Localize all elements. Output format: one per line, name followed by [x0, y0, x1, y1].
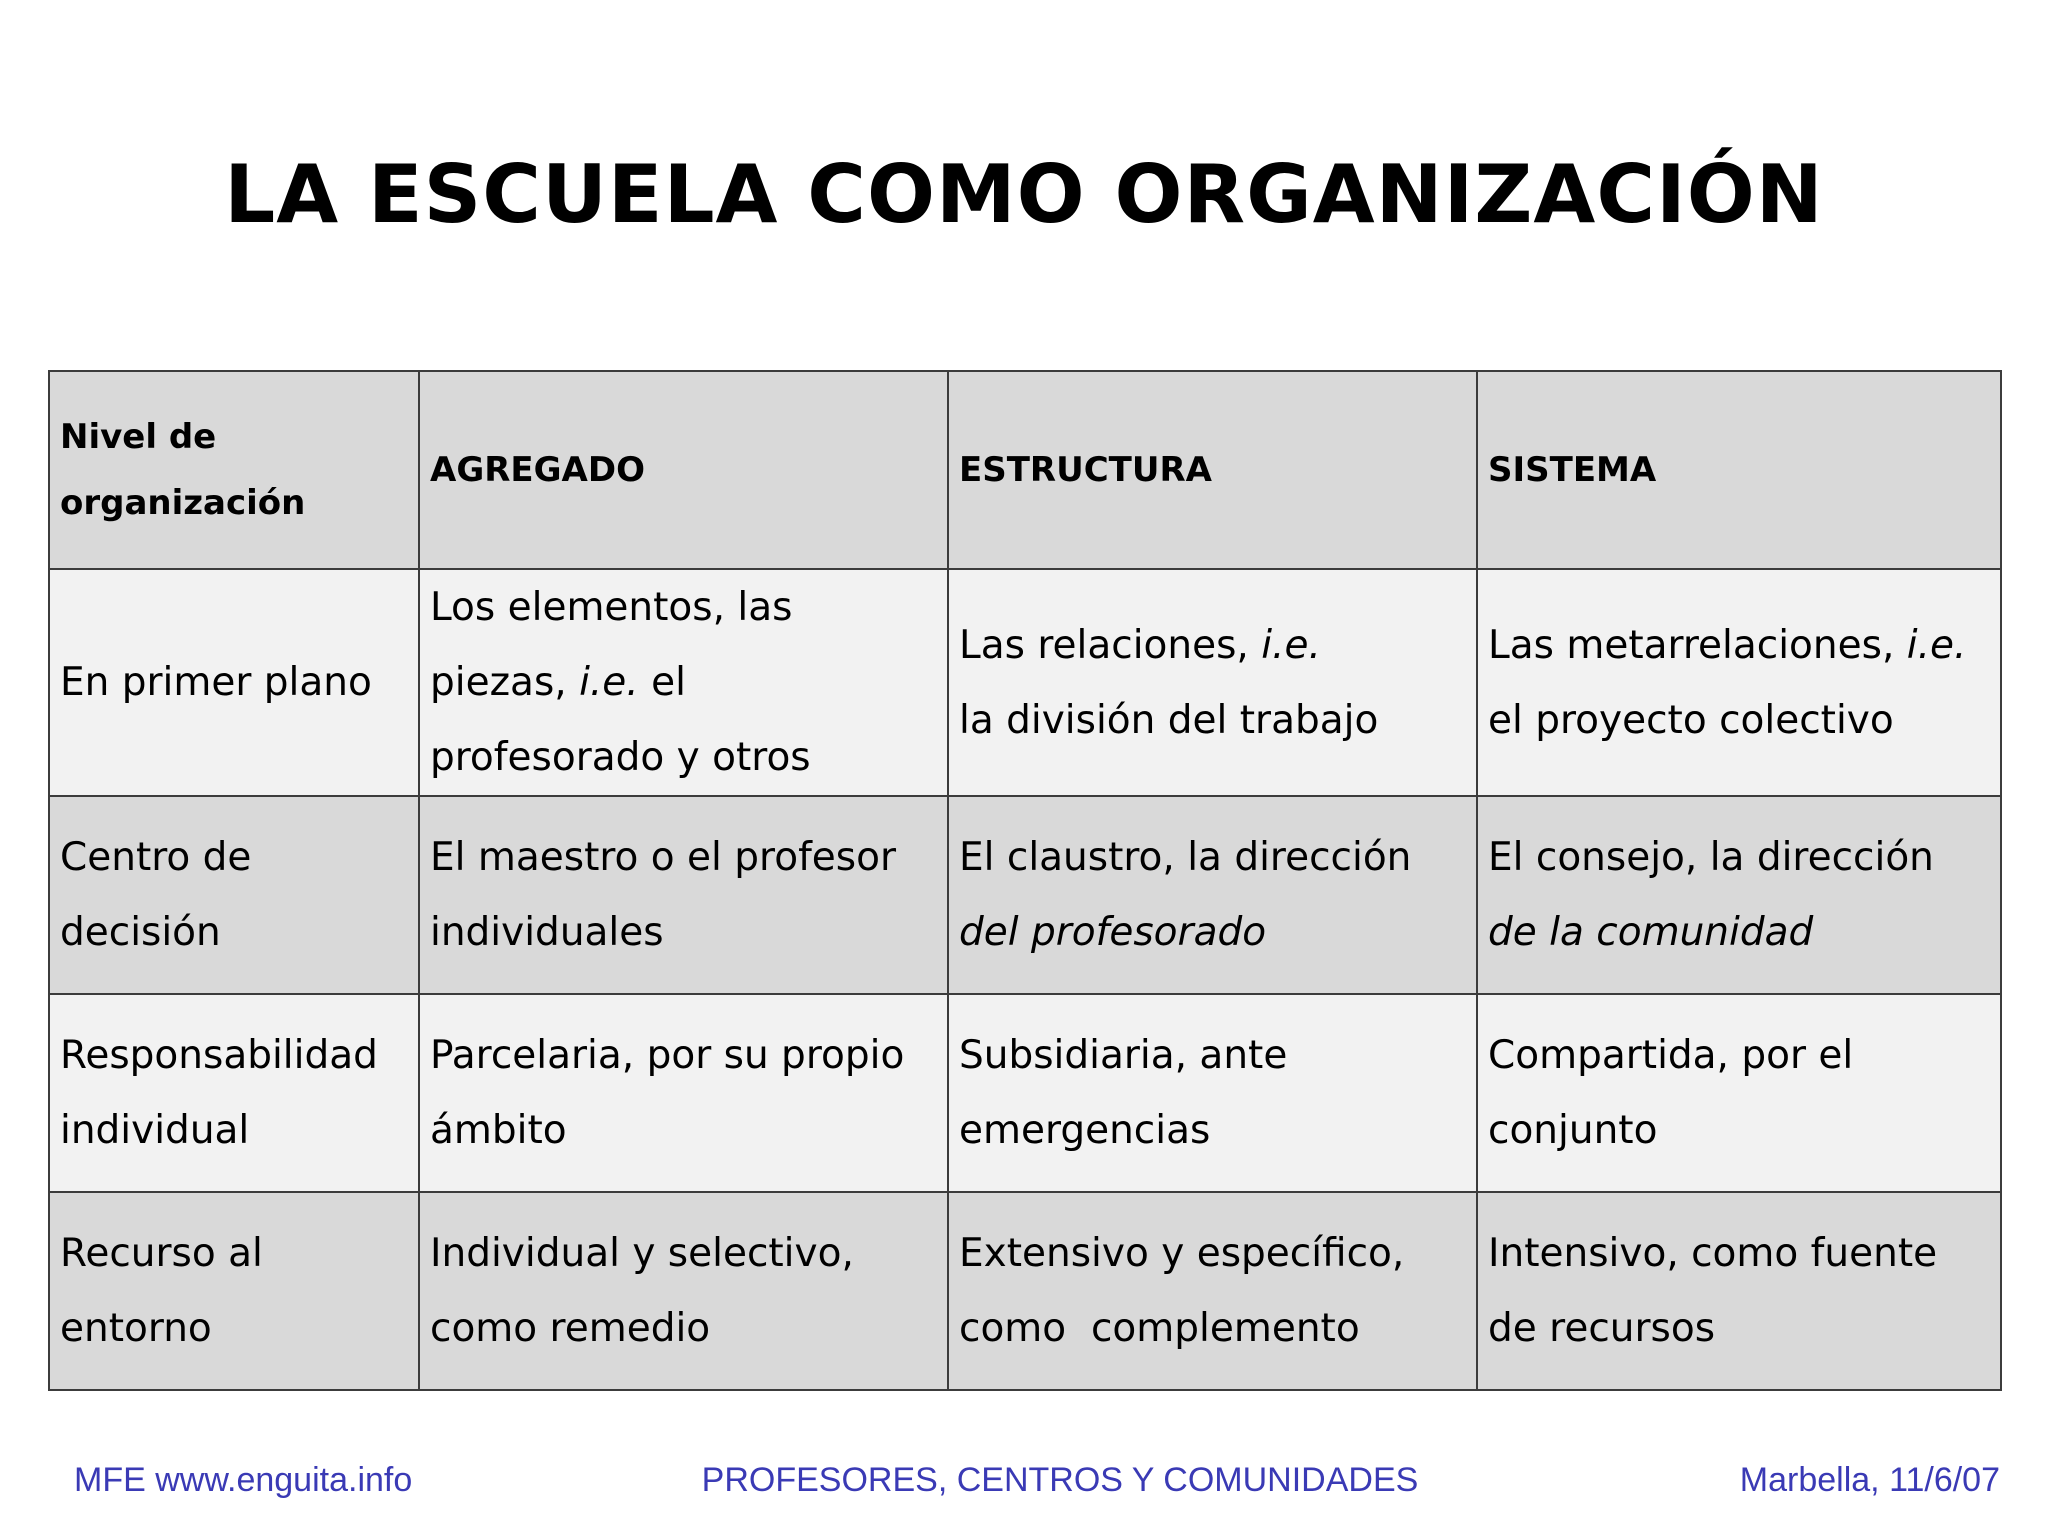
- header-sistema: SISTEMA: [1477, 371, 2001, 569]
- row-label-line: decisión: [60, 910, 221, 955]
- row-label-cell: [49, 994, 419, 1192]
- cell-line: El maestro o el profesor: [430, 835, 897, 880]
- cell-line: Subsidiaria, ante: [959, 1033, 1288, 1078]
- cell-line: El claustro, la dirección: [959, 835, 1412, 880]
- cell-line: el proyecto colectivo: [1488, 697, 1894, 743]
- row-label-line: Recurso al: [60, 1231, 263, 1276]
- row-label-cell: [49, 569, 419, 796]
- agregado-cell: [419, 994, 948, 1192]
- sistema-cell: [1477, 994, 2001, 1192]
- cell-line: Extensivo y específico,: [959, 1231, 1405, 1276]
- table-row: [49, 569, 2001, 796]
- agregado-cell: [419, 796, 948, 994]
- cell-line: como remedio: [430, 1306, 711, 1351]
- cell-line: [959, 608, 1466, 683]
- header-nivel-cell: [49, 371, 419, 569]
- cell-text: el: [638, 660, 686, 705]
- cell-text: Las metarrelaciones,: [1488, 622, 1907, 668]
- cell-line: ámbito: [430, 1108, 567, 1153]
- estructura-cell: [948, 994, 1477, 1192]
- cell-line: Los elementos, las: [430, 585, 793, 630]
- cell-line: profesorado y otros: [430, 735, 811, 780]
- header-estructura: ESTRUCTURA: [948, 371, 1477, 569]
- table-header-row: [49, 371, 2001, 569]
- sistema-cell: [1477, 569, 2001, 796]
- page-title: LA ESCUELA COMO ORGANIZACIÓN: [224, 148, 1824, 241]
- cell-line-italic: del profesorado: [959, 910, 1267, 955]
- footer-author: MFE www.enguita.info: [74, 1461, 413, 1499]
- cell-line: conjunto: [1488, 1108, 1658, 1153]
- cell-line-italic: de la comunidad: [1488, 910, 1814, 955]
- footer-date: Marbella, 11/6/07: [1739, 1461, 2000, 1499]
- row-label-cell: [49, 796, 419, 994]
- cell-line: de recursos: [1488, 1306, 1716, 1351]
- sistema-cell: [1477, 1192, 2001, 1390]
- cell-line: Parcelaria, por su propio: [430, 1033, 905, 1078]
- cell-line: individuales: [430, 910, 664, 955]
- cell-line: Intensivo, como fuente: [1488, 1231, 1938, 1276]
- estructura-cell: [948, 569, 1477, 796]
- footer-title: PROFESORES, CENTROS Y COMUNIDADES: [701, 1461, 1419, 1499]
- row-label-cell: [49, 1192, 419, 1390]
- cell-line: la división del trabajo: [959, 697, 1379, 743]
- row-label-line: entorno: [60, 1306, 212, 1351]
- header-nivel-line2: organización: [60, 483, 306, 523]
- cell-line: El consejo, la dirección: [1488, 835, 1934, 880]
- cell-line: emergencias: [959, 1108, 1211, 1153]
- estructura-cell: [948, 1192, 1477, 1390]
- estructura-cell: [948, 796, 1477, 994]
- row-label-line: Responsabilidad: [60, 1033, 378, 1078]
- sistema-cell: [1477, 796, 2001, 994]
- header-agregado: AGREGADO: [419, 371, 948, 569]
- agregado-cell: [419, 569, 948, 796]
- cell-line: Individual y selectivo,: [430, 1231, 854, 1276]
- cell-line: [1488, 608, 1990, 683]
- cell-text-italic: i.e.: [1906, 622, 1967, 668]
- row-label: En primer plano: [60, 660, 372, 705]
- table-row: [49, 994, 2001, 1192]
- cell-text-italic: i.e.: [1261, 622, 1321, 668]
- cell-text: Las relaciones,: [959, 622, 1262, 668]
- cell-line: Compartida, por el: [1488, 1033, 1854, 1078]
- row-label-line: individual: [60, 1108, 250, 1153]
- cell-text-italic: i.e.: [579, 660, 639, 705]
- table-row: [49, 1192, 2001, 1390]
- cell-text: piezas,: [430, 660, 580, 705]
- table-row: [49, 796, 2001, 994]
- cell-line: [430, 645, 937, 720]
- header-nivel-line1: Nivel de: [60, 417, 217, 457]
- row-label-line: Centro de: [60, 835, 252, 880]
- organization-table: [48, 370, 2002, 1391]
- agregado-cell: [419, 1192, 948, 1390]
- cell-line: como complemento: [959, 1306, 1360, 1351]
